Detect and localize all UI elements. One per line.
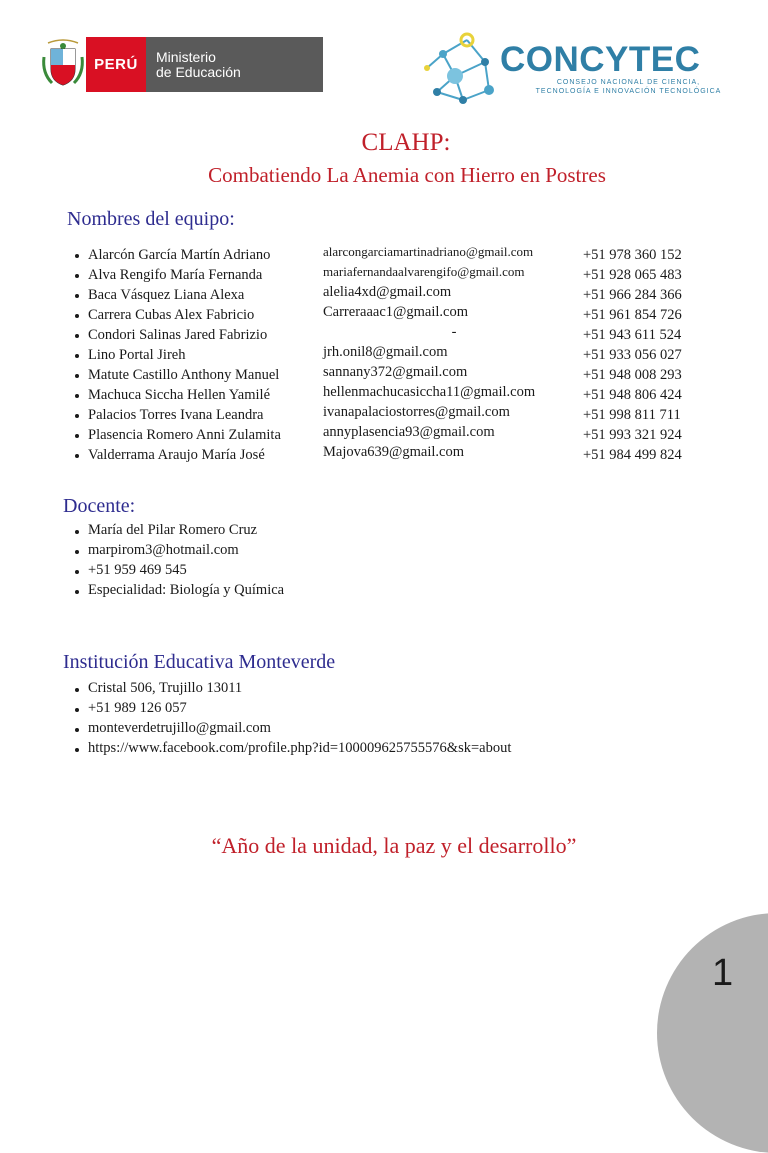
member-name: Lino Portal Jireh — [88, 347, 186, 363]
member-name: Valderrama Araujo María José — [88, 447, 265, 463]
member-email: - — [451, 324, 457, 340]
member-phone: +51 943 611 524 — [583, 327, 682, 343]
member-email: Majova639@gmail.com — [323, 444, 465, 460]
team-member-row — [70, 445, 710, 465]
team-member-row — [70, 265, 710, 285]
member-phone: +51 933 056 027 — [583, 347, 682, 363]
bullet — [75, 314, 79, 318]
member-name: Alarcón García Martín Adriano — [88, 247, 271, 263]
bullet — [75, 394, 79, 398]
team-member-row — [70, 365, 710, 385]
peru-label: PERÚ — [86, 37, 146, 92]
member-name: Alva Rengifo María Fernanda — [88, 267, 263, 283]
team-member-row — [70, 345, 710, 365]
member-email: mariafernandaalvarengifo@gmail.com — [323, 264, 525, 279]
bullet — [75, 274, 79, 278]
bullet — [75, 748, 79, 752]
team-member-row — [70, 285, 710, 305]
member-phone: +51 948 806 424 — [583, 387, 682, 403]
peru-coat-of-arms-icon — [40, 37, 86, 92]
bullet — [75, 530, 79, 534]
school-address: Cristal 506, Trujillo 13011 — [88, 680, 243, 696]
member-name: Carrera Cubas Alex Fabricio — [88, 307, 255, 323]
project-title: CLAHP: — [361, 129, 451, 156]
school-facebook-link: https://www.facebook.com/profile.php?id=100009625755576&sk=about — [88, 740, 512, 756]
team-list — [70, 245, 710, 465]
concytec-brand: CONCYTEC — [500, 40, 701, 79]
member-name: Condori Salinas Jared Fabrizio — [88, 327, 268, 343]
member-name: Baca Vásquez Liana Alexa — [88, 287, 245, 303]
member-email: ivanapalaciostorres@gmail.com — [323, 404, 510, 420]
bullet — [75, 454, 79, 458]
ministry-line-2: de Educación — [156, 63, 241, 80]
bullet — [75, 570, 79, 574]
bullet — [75, 550, 79, 554]
member-name: Matute Castillo Anthony Manuel — [88, 367, 280, 383]
concytec-tagline — [531, 78, 726, 96]
member-phone: +51 993 321 924 — [583, 427, 682, 443]
bullet — [75, 708, 79, 712]
teacher-email: marpirom3@hotmail.com — [88, 542, 239, 558]
member-phone: +51 928 065 483 — [583, 267, 682, 283]
bullet — [75, 354, 79, 358]
member-email: sannany372@gmail.com — [323, 364, 468, 380]
team-member-row — [70, 405, 710, 425]
teacher-phone: +51 959 469 545 — [88, 562, 187, 578]
ministry-name — [146, 37, 323, 92]
bullet — [75, 334, 79, 338]
concytec-network-icon — [423, 28, 508, 112]
concytec-logo — [423, 28, 723, 112]
member-name: Machuca Siccha Hellen Yamilé — [88, 387, 271, 403]
bullet — [75, 434, 79, 438]
team-heading: Nombres del equipo: — [67, 208, 235, 230]
bullet — [75, 688, 79, 692]
concytec-tagline-line-1: CONSEJO NACIONAL DE CIENCIA, — [556, 79, 701, 86]
member-phone: +51 948 008 293 — [583, 367, 682, 383]
member-phone: +51 984 499 824 — [583, 447, 682, 463]
concytec-tagline-line-2: TECNOLOGÍA E INNOVACIÓN TECNOLÓGICA — [535, 88, 722, 95]
member-name: Palacios Torres Ivana Leandra — [88, 407, 264, 423]
member-email: annyplasencia93@gmail.com — [323, 424, 495, 440]
ministry-of-education-logo — [40, 37, 323, 92]
member-phone: +51 966 284 366 — [583, 287, 682, 303]
page-number: 1 — [712, 952, 734, 994]
school-heading: Institución Educativa Monteverde — [63, 651, 336, 673]
bullet — [75, 374, 79, 378]
teacher-specialty: Especialidad: Biología y Química — [88, 582, 285, 598]
member-email: jrh.onil8@gmail.com — [323, 344, 448, 360]
team-member-row — [70, 305, 710, 325]
bullet — [75, 728, 79, 732]
member-email: Carreraaac1@gmail.com — [323, 304, 468, 320]
teacher-name: María del Pilar Romero Cruz — [88, 522, 258, 538]
member-name: Plasencia Romero Anni Zulamita — [88, 427, 281, 443]
team-member-row — [70, 245, 710, 265]
team-member-row — [70, 425, 710, 445]
bullet — [75, 254, 79, 258]
page-number-circle — [657, 913, 768, 1153]
member-phone: +51 998 811 711 — [583, 407, 681, 423]
team-member-row — [70, 385, 710, 405]
bullet — [75, 590, 79, 594]
member-phone: +51 961 854 726 — [583, 307, 682, 323]
bullet — [75, 294, 79, 298]
member-email: hellenmachucasiccha11@gmail.com — [323, 384, 536, 400]
ministry-line-1: Ministerio — [156, 48, 216, 65]
member-phone: +51 978 360 152 — [583, 247, 682, 263]
school-email: monteverdetrujillo@gmail.com — [88, 720, 271, 736]
member-email: alelia4xd@gmail.com — [323, 284, 452, 300]
teacher-heading: Docente: — [63, 495, 136, 517]
team-member-row — [70, 325, 710, 345]
project-subtitle: Combatiendo La Anemia con Hierro en Postres — [208, 163, 606, 187]
bullet — [75, 414, 79, 418]
school-phone: +51 989 126 057 — [88, 700, 187, 716]
member-email: alarcongarciamartinadriano@gmail.com — [323, 244, 534, 259]
year-motto: “Año de la unidad, la paz y el desarrollo” — [211, 833, 577, 858]
